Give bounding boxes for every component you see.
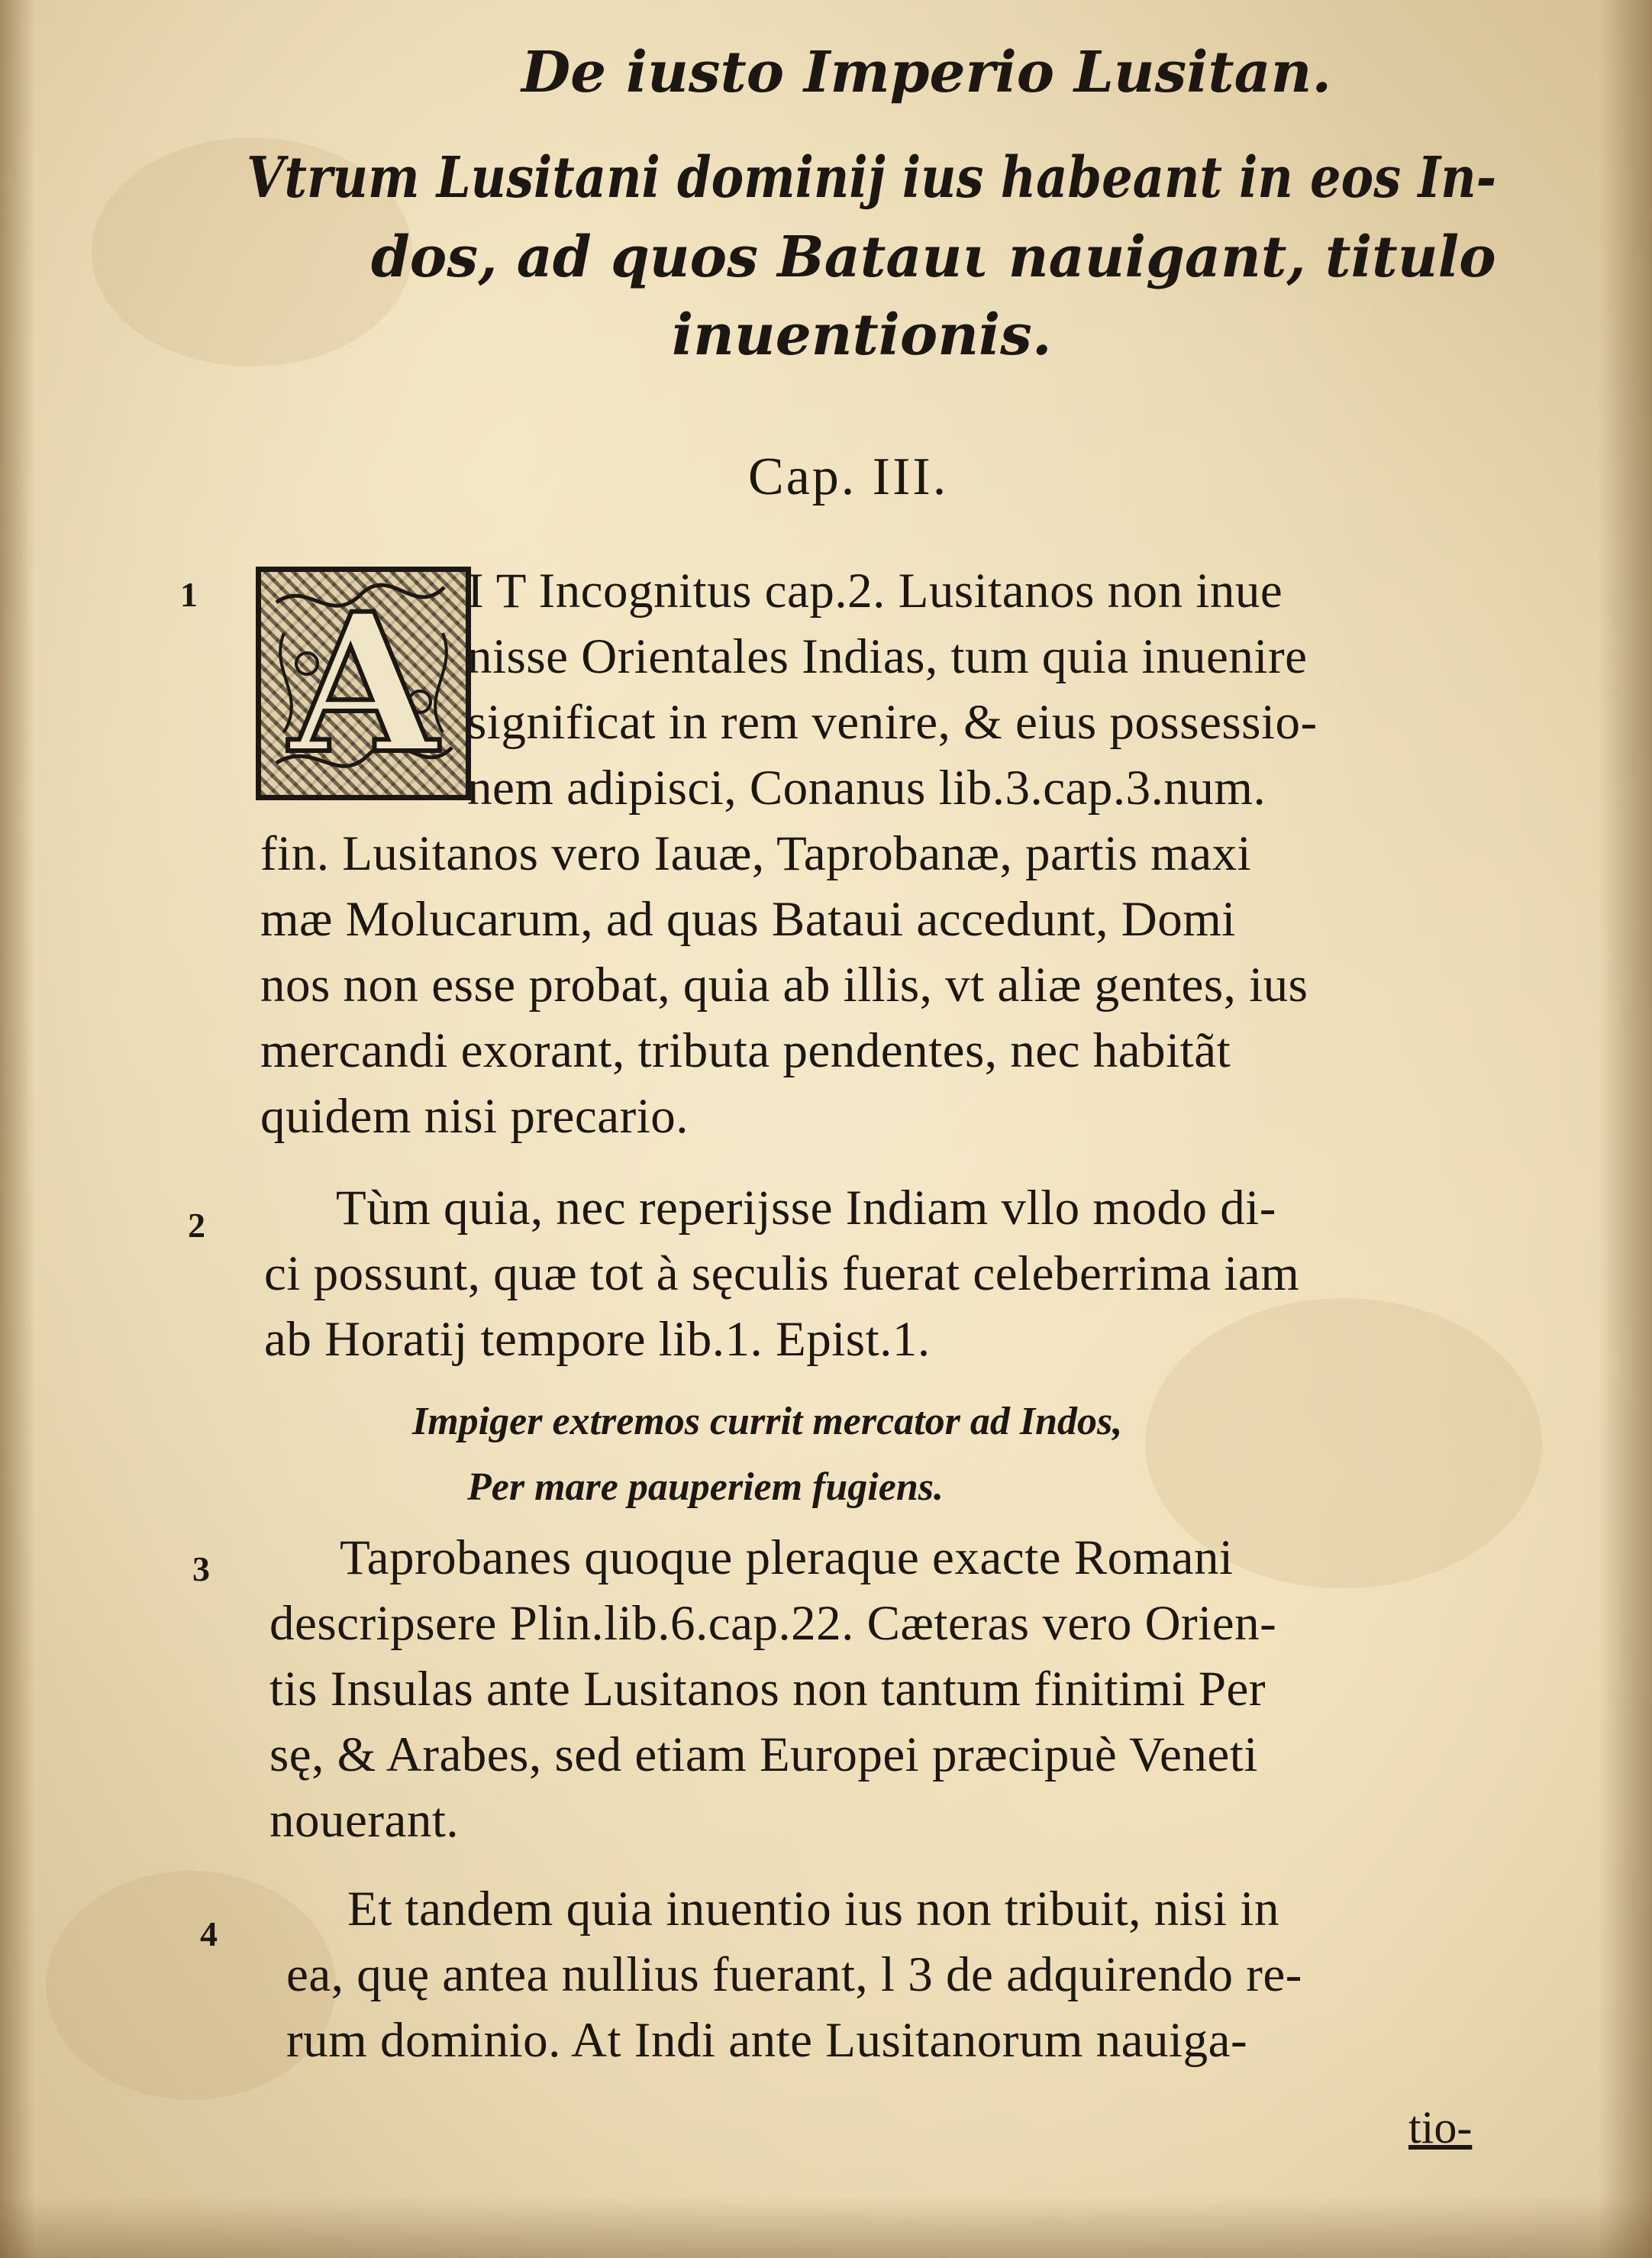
margin-number-1: 1 <box>180 575 198 614</box>
initial-letter: A <box>289 571 437 796</box>
chapter-question-line-3: inuentionis. <box>672 302 1052 368</box>
chapter-question-line-1: Vtrum Lusitani dominij ius habeant in eos In- <box>247 145 1497 211</box>
margin-number-3: 3 <box>192 1549 210 1588</box>
text-line: mæ Molucarum, ad quas Bataui accedunt, Domi <box>260 892 1236 947</box>
text-line: Tùm quia, nec reperijsse Indiam vllo modo di- <box>336 1181 1276 1236</box>
margin-number-2: 2 <box>188 1206 205 1245</box>
chapter-number: Cap. III. <box>748 447 949 506</box>
verse-line: Impiger extremos currit mercator ad Indos, <box>412 1400 1123 1443</box>
text-line: ab Horatij tempore lib.1. Epist.1. <box>264 1312 931 1367</box>
running-title: De iusto Imperio Lusitan. <box>521 40 1332 105</box>
page-edge-bottom <box>0 2197 1652 2258</box>
text-line: quidem nisi precario. <box>260 1089 689 1144</box>
text-line: significat in rem venire, & eius possessio- <box>467 695 1318 750</box>
text-line: Et tandem quia inuentio ius non tribuit, nisi in <box>347 1882 1279 1937</box>
text-line: ci possunt, quæ tot à sęculis fuerat celeberrima iam <box>264 1246 1300 1301</box>
text-line: tis Insulas ante Lusitanos non tantum finitimi Per <box>269 1662 1266 1717</box>
text-line: mercandi exorant, tributa pendentes, nec habitãt <box>260 1023 1231 1078</box>
catchword: tio- <box>1408 2102 1473 2153</box>
text-line: fin. Lusitanos vero Iauæ, Taprobanæ, partis maxi <box>260 826 1252 881</box>
text-line: nisse Orientales Indias, tum quia inuenire <box>467 629 1308 684</box>
text-line: Taprobanes quoque pleraque exacte Romani <box>340 1530 1234 1585</box>
text-line: I T Incognitus cap.2. Lusitanos non inue <box>467 564 1283 619</box>
chapter-question-line-2: dos, ad quos Batauι nauigant, titulo <box>371 225 1496 290</box>
text-line: ea, quę antea nullius fuerant, l 3 de adquirendo re- <box>286 1947 1302 2002</box>
text-line: nos non esse probat, quia ab illis, vt aliæ gentes, ius <box>260 958 1308 1013</box>
margin-number-4: 4 <box>200 1914 218 1953</box>
text-line: descripsere Plin.lib.6.cap.22. Cæteras vero Orien- <box>269 1596 1277 1651</box>
text-line: sę, & Arabes, sed etiam Europei præcipuè Veneti <box>269 1727 1258 1782</box>
text-line: nouerant. <box>269 1793 460 1848</box>
page-edge-right <box>1599 0 1652 2258</box>
decorated-initial <box>256 567 471 800</box>
text-line: rum dominio. At Indi ante Lusitanorum nauiga- <box>286 2013 1248 2068</box>
text-line: nem adipisci, Conanus lib.3.cap.3.num. <box>467 761 1266 816</box>
verse-line: Per mare pauperiem fugiens. <box>467 1465 944 1509</box>
page-edge-left <box>0 0 35 2258</box>
